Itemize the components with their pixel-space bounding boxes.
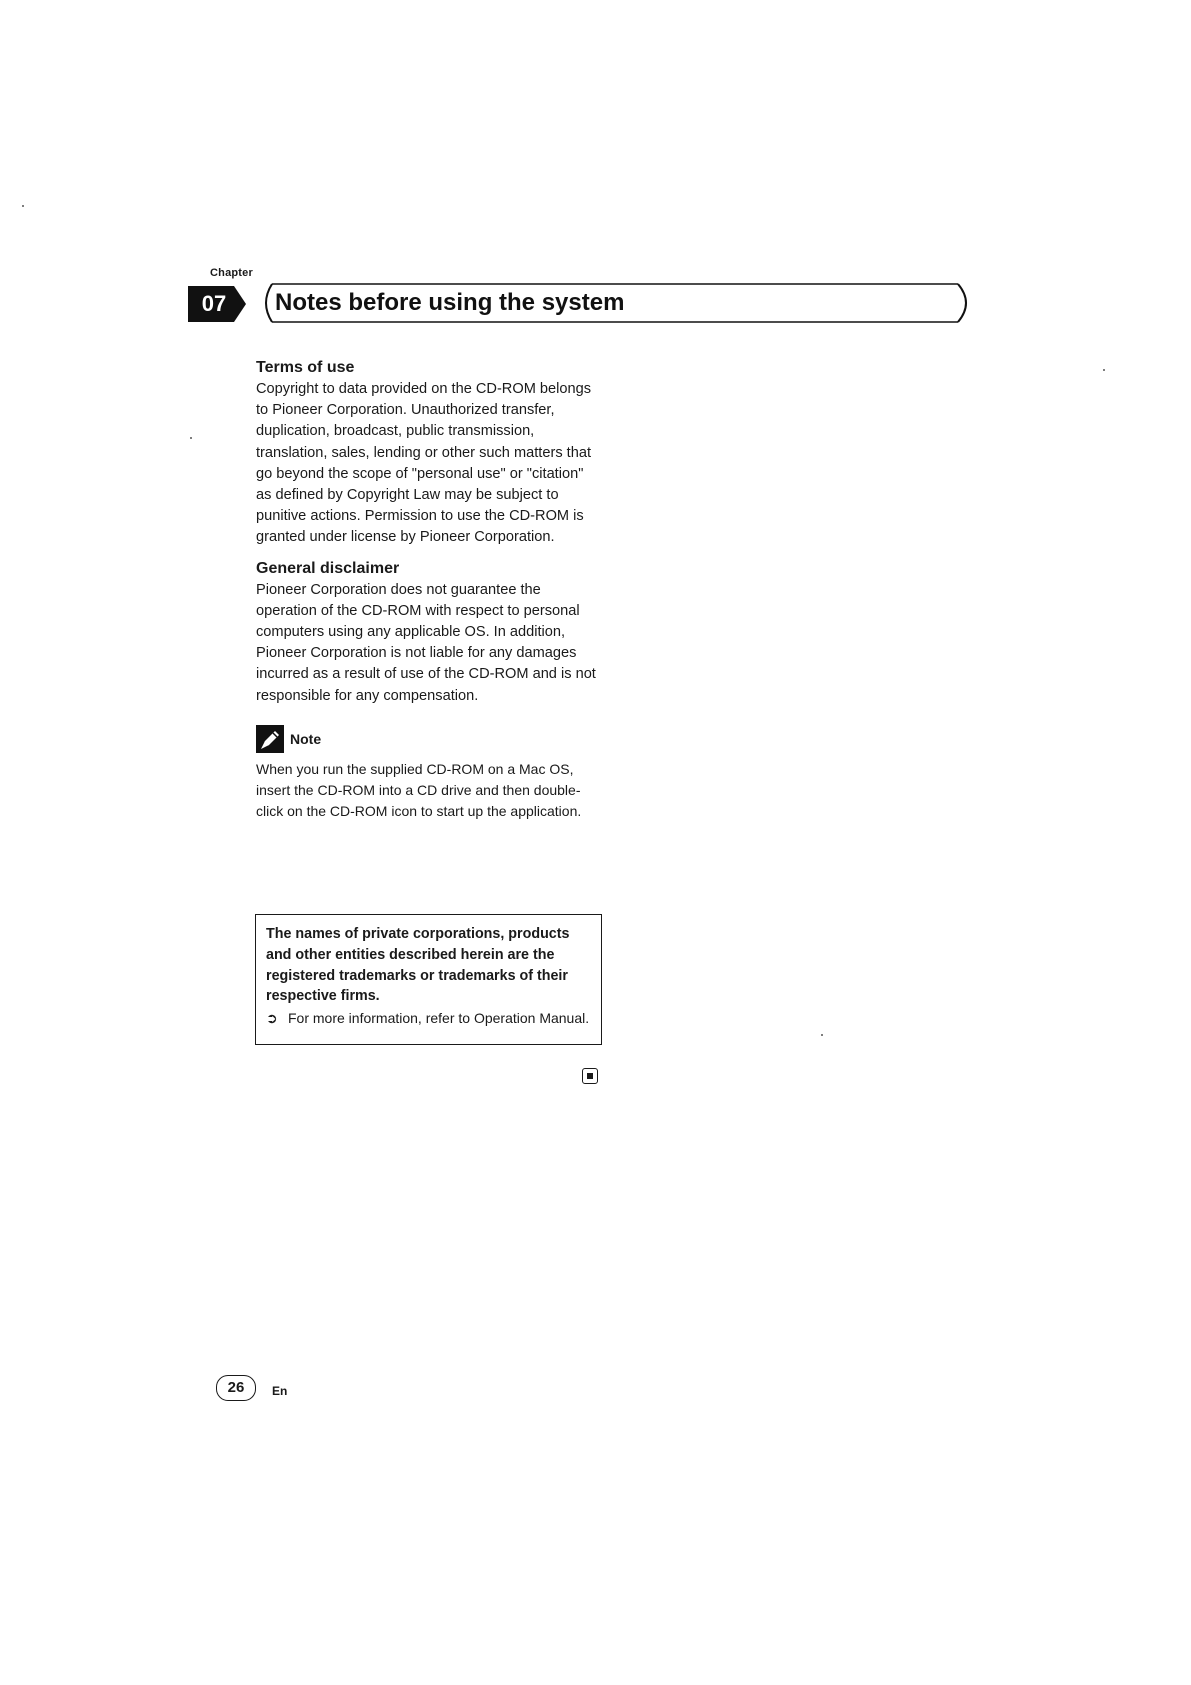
trademark-notice-box xyxy=(255,914,602,1045)
scan-speck xyxy=(190,437,192,439)
section-body: Pioneer Corporation does not guarantee the operation of the CD-ROM with respect to personal computers using any applicable OS. In addition, Pioneer Corporation is not liable for any damages incurred as a result of use of the CD-ROM and is not responsible for any compensation. xyxy=(256,581,596,704)
note-block xyxy=(256,725,601,822)
chapter-number: 07 xyxy=(201,291,227,316)
page-language: En xyxy=(272,1384,288,1398)
scan-speck xyxy=(1103,369,1105,371)
note-label: Note xyxy=(290,730,322,747)
section-heading: Terms of use xyxy=(256,359,355,376)
chapter-label: Chapter xyxy=(210,267,253,279)
page-number: 26 xyxy=(216,1375,256,1401)
section-terms-of-use xyxy=(256,358,601,549)
note-body: When you run the supplied CD-ROM on a Mac OS, insert the CD-ROM into a CD drive and then double-click on the CD-ROM icon to start up the application. xyxy=(256,760,582,819)
chapter-header xyxy=(188,282,978,324)
section-heading: General disclaimer xyxy=(256,559,400,577)
end-of-section-icon xyxy=(582,1068,598,1084)
scan-speck xyxy=(821,1034,823,1036)
reference-line xyxy=(266,1008,591,1029)
section-general-disclaimer xyxy=(256,559,601,707)
pencil-note-icon xyxy=(256,725,284,753)
chapter-title: Notes before using the system xyxy=(275,289,625,316)
main-content xyxy=(256,358,601,822)
reference-text: For more information, refer to Operation Manual. xyxy=(288,1010,590,1027)
arrow-reference-icon: ➲ xyxy=(266,1010,278,1027)
note-header xyxy=(256,725,601,753)
scan-speck xyxy=(22,205,24,207)
trademark-notice-title: The names of private corporations, products and other entities described herein are the registered trademarks or trademarks of their respective firms. xyxy=(266,926,570,1005)
section-body: Copyright to data provided on the CD-ROM belongs to Pioneer Corporation. Unauthorized transfer, duplication, broadcast, public transmission, translation, sales, lending or other such matters that go beyond the scope of "personal use" or "citation" as defined by Copyright Law may be subject to punitive actions. Permission to use the CD-ROM is granted under license by Pioneer Corporation. xyxy=(256,381,592,546)
